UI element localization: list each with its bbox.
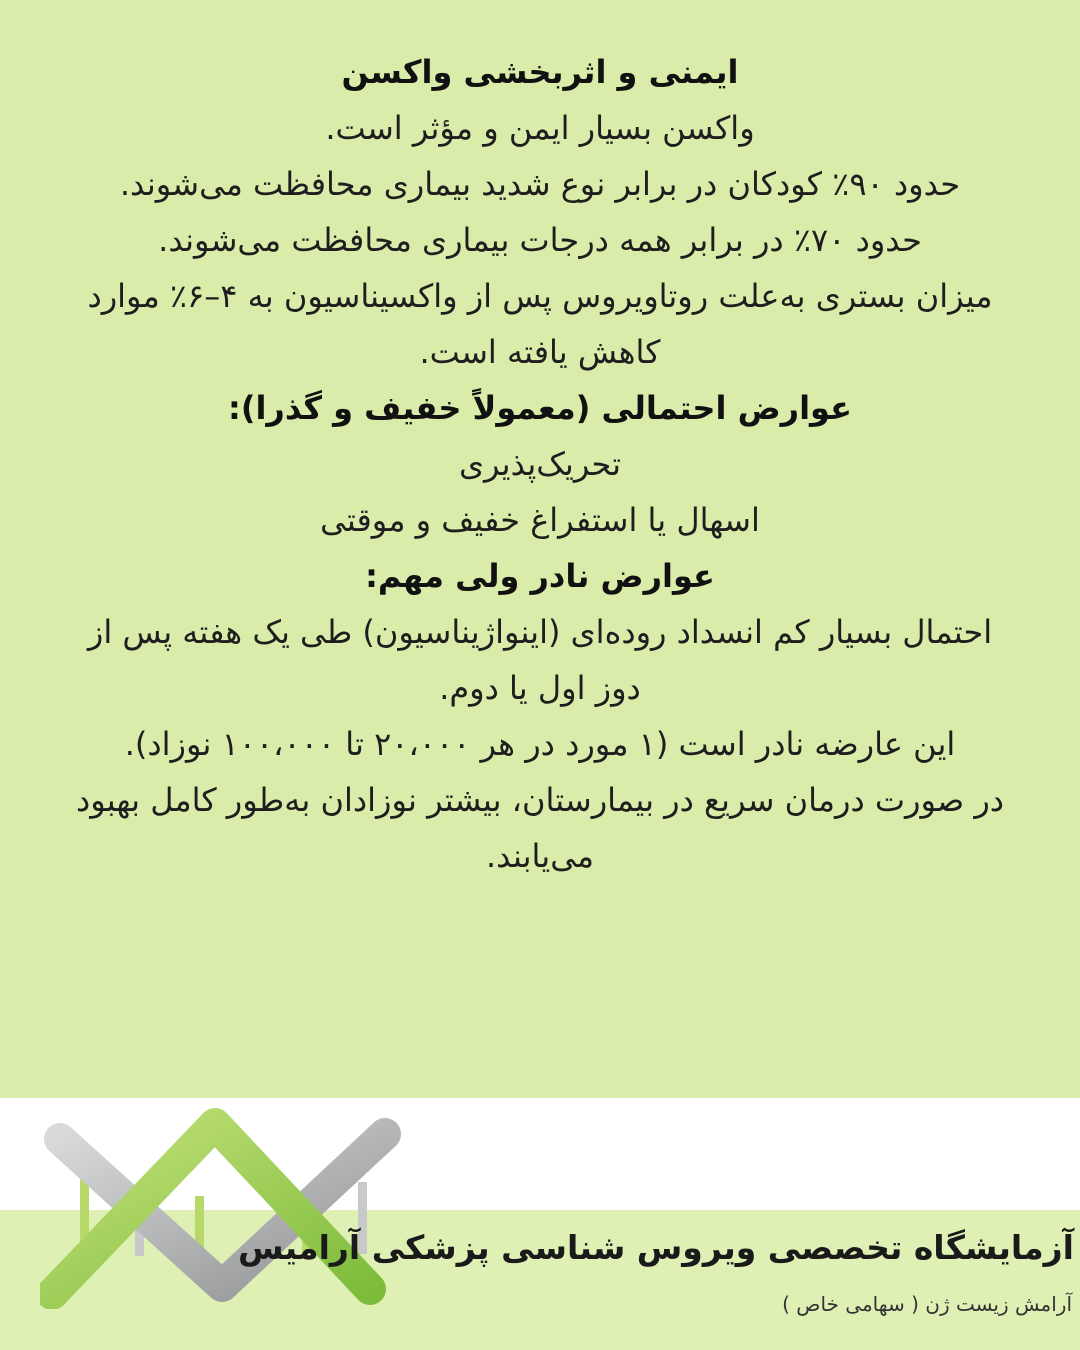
text-line: تحریک‌پذیری	[458, 445, 622, 483]
section-heading: عوارض نادر ولی مهم:	[365, 557, 715, 595]
section-heading: عوارض احتمالی (معمولاً خفیف و گذرا):	[228, 389, 852, 427]
content-text	[0, 44, 1080, 1094]
text-line: این عارضه نادر است (۱ مورد در هر ۲۰،۰۰۰ تا ۱۰۰،۰۰۰ نوزاد).	[124, 725, 956, 763]
company-name: آرامش زیست ژن ( سهامی خاص )	[782, 1292, 1072, 1316]
text-line: واکسن بسیار ایمن و مؤثر است.	[325, 109, 755, 147]
text-line: احتمال بسیار کم انسداد روده‌ای (اینواژیناسیون) طی یک هفته پس از	[87, 613, 993, 651]
content-lines	[0, 44, 1080, 884]
footer	[0, 1098, 1080, 1350]
text-line: حدود ۹۰٪ کودکان در برابر نوع شدید بیماری محافظت می‌شوند.	[119, 165, 961, 203]
text-line: دوز اول یا دوم.	[439, 669, 641, 707]
text-line: در صورت درمان سریع در بیمارستان، بیشتر نوزادان به‌طور کامل بهبود	[75, 781, 1005, 819]
text-line: اسهال یا استفراغ خفیف و موقتی	[320, 501, 760, 539]
text-line: می‌یابند.	[486, 837, 594, 875]
aramis-lab-logo-icon	[40, 1104, 420, 1309]
section-heading: ایمنی و اثربخشی واکسن	[341, 53, 739, 91]
text-line: حدود ۷۰٪ در برابر همه درجات بیماری محافظت می‌شوند.	[158, 221, 922, 259]
text-line: میزان بستری به‌علت روتاویروس پس از واکسیناسیون به ۴–۶٪ موارد	[87, 277, 993, 315]
text-line: کاهش یافته است.	[419, 333, 661, 371]
lab-name: آزمایشگاه تخصصی ویروس شناسی پزشکی آرامیس	[238, 1228, 1074, 1267]
